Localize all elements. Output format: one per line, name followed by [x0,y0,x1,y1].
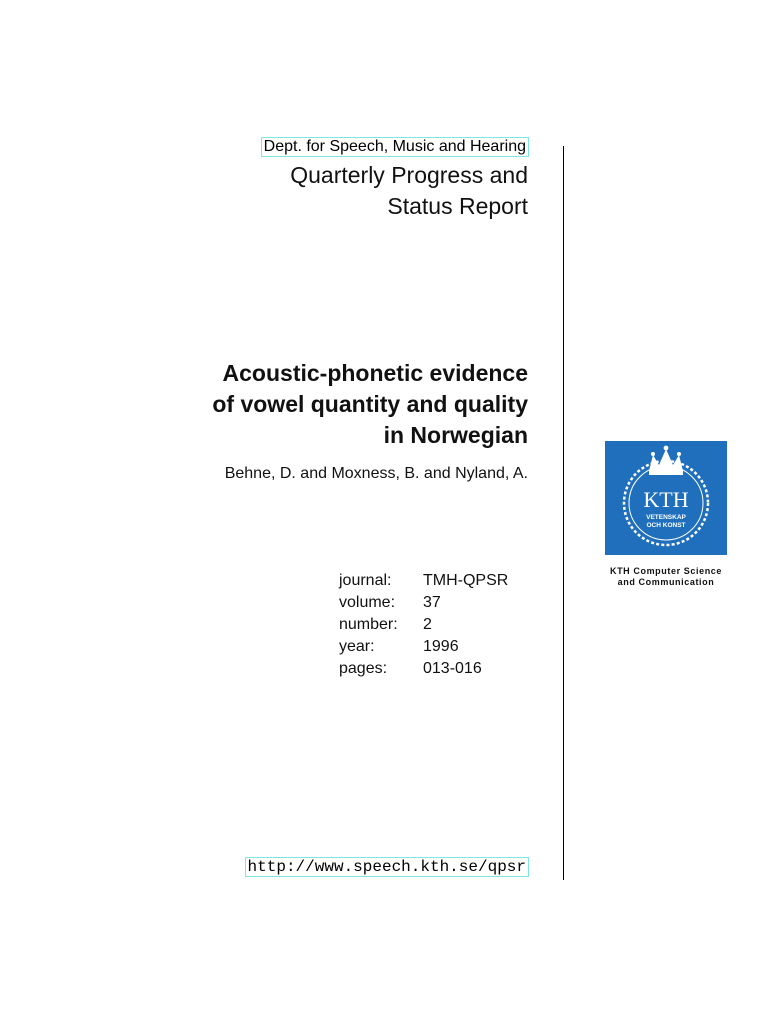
paper-title-line-1: Acoustic-phonetic evidence [222,360,528,386]
paper-title [212,358,528,451]
meta-row-pages [339,658,508,680]
meta-key: year: [339,638,375,655]
kth-logo-graphic [605,441,727,555]
authors: Behne, D. and Moxness, B. and Nyland, A. [224,465,528,482]
meta-key: pages: [339,660,388,677]
meta-row-volume [339,592,508,614]
series-title-line-2: Status Report [387,193,528,219]
kth-motto-line-1: VETENSKAP [646,514,686,521]
meta-row-year [339,636,508,658]
kth-mark: KTH [643,487,689,512]
meta-key: volume: [339,594,396,611]
kth-caption-line-2: and Communication [617,577,715,587]
citation-metadata [339,570,508,680]
paper-title-line-3: in Norwegian [383,422,528,448]
series-title-line-1: Quarterly Progress and [290,162,528,188]
meta-value: 2 [423,616,432,633]
meta-value: 1996 [423,638,459,655]
qpsr-url-link[interactable]: http://www.speech.kth.se/qpsr [245,857,529,877]
kth-caption [590,566,742,588]
vertical-divider [563,146,564,880]
meta-value: 37 [423,594,441,611]
kth-motto-line-2: OCH KONST [646,522,686,529]
paper-title-line-2: of vowel quantity and quality [212,391,528,417]
meta-row-number [339,614,508,636]
crown-icon [649,446,683,475]
meta-key: number: [339,616,398,633]
department-link[interactable]: Dept. for Speech, Music and Hearing [261,137,529,157]
kth-logo [605,441,727,555]
meta-value: 013-016 [423,660,482,677]
kth-caption-line-1: KTH Computer Science [609,566,723,576]
series-title [290,160,528,222]
meta-key: journal: [339,572,392,589]
meta-value: TMH-QPSR [423,572,509,589]
meta-row-journal [339,570,508,592]
